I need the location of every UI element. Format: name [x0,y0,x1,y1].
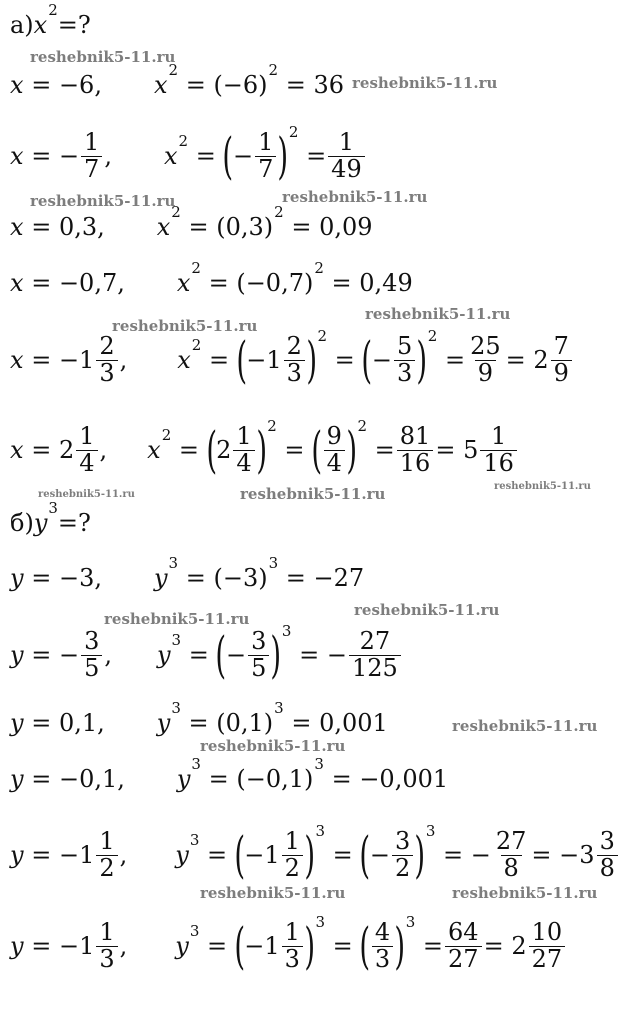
watermark: reshebnik5-11.ru [452,884,598,902]
equation-row: x = − $\frac{1}{7}$ , x 2 = ( − $\frac{1}{7}$ ) 2 = $\frac{1}{49}$ [10,126,367,186]
math-term: 2 [511,932,527,960]
math-term: − [232,142,254,170]
fraction-numerator: 25 [470,332,501,361]
fraction-denominator: 3 [284,360,305,386]
math-term: = [31,641,52,669]
fraction-denominator: 5 [248,655,269,681]
fraction [96,829,117,880]
fraction-denominator: 2 [392,855,413,881]
math-term: −0,1, [58,765,125,793]
math-term: = [31,932,52,960]
fraction-numerator: 1 [338,128,355,157]
math-term: = [422,932,444,960]
fraction-numerator: 9 [326,422,342,451]
variable: y [176,765,191,793]
fraction [394,334,415,385]
fraction-numerator: 5 [397,332,413,361]
fraction [397,424,434,475]
variable: x [10,346,24,374]
math-term: = [31,564,52,592]
parenthesis: ( [361,331,373,389]
variable: x [176,269,191,297]
variable: y [10,841,24,869]
math-term: −1 [244,932,280,960]
fraction [493,829,530,880]
exponent: 3 [425,822,436,840]
math-term: = [207,932,228,960]
equation-row: y = −1 $\frac{1}{2}$ , y 3 = ( −1 $\frac{1}{2}$ ) 3 = ( − $\frac{3}{2}$ ) 3 = − $\frac{27}{8}$ = −3 $\frac{3}{8}$ [10,825,620,885]
fraction [233,424,254,475]
math-term: = [334,346,355,374]
math-term: = [207,841,228,869]
math-term: = [444,346,466,374]
equation-row: y = − $\frac{3}{5}$ , y 3 = ( − $\frac{3}{5}$ ) 3 = − $\frac{27}{125}$ [10,625,403,685]
exponent: 3 [171,631,182,649]
variable: x [10,436,24,464]
math-term: = [188,641,209,669]
equation-row [10,253,413,313]
math-term: 0,001 [319,709,388,737]
math-term: = [208,346,230,374]
math-term: = [483,932,504,960]
exponent: 2 [314,259,324,277]
fraction [529,920,566,971]
equation-row: x = 2 $\frac{1}{4}$ , x 2 = ( 2 $\frac{1}{4}$ ) 2 = ( $\frac{9}{4}$ ) 2 = $\frac{81}{16}$ = 5 $\frac{1}{16}$ [10,420,519,480]
exponent: 3 [171,699,181,717]
fraction [551,334,572,385]
math-term: = [208,765,229,793]
math-term: −27 [313,564,365,592]
variable: y [10,564,24,592]
parenthesis: ) [256,421,267,479]
variable: y [153,564,168,592]
variable: y [10,709,24,737]
math-term: = [284,436,305,464]
math-term: = [331,269,352,297]
equation-row [10,548,364,608]
section-label: б) [10,509,34,537]
exponent: 3 [315,822,326,840]
fraction-numerator: 2 [286,332,302,361]
math-term: 5 [463,436,479,464]
watermark: reshebnik5-11.ru [282,188,428,206]
fraction-denominator: 5 [81,655,102,681]
math-term: = [31,346,52,374]
math-term: − [470,841,491,869]
math-term: = [185,71,206,99]
exponent: 2 [191,336,202,354]
fraction-numerator: 10 [531,918,563,947]
variable: x [147,436,161,464]
parenthesis: ) [304,826,316,884]
math-term: 2 [216,436,232,464]
math-term: = [285,564,306,592]
fraction-denominator: 4 [76,450,97,476]
parenthesis: ( [234,826,245,884]
math-term: 36 [313,71,345,99]
math-term: (−0,7) [236,269,314,297]
fraction-denominator: 16 [480,450,517,476]
math-term: = [31,841,52,869]
exponent: 2 [267,417,277,435]
exponent: 2 [317,327,327,345]
variable: y [175,932,189,960]
exponent: 3 [281,622,292,640]
fraction-denominator: 49 [328,156,365,182]
variable: y [10,765,24,793]
fraction-numerator: 64 [448,918,479,947]
exponent: 3 [268,554,279,572]
exponent: 2 [48,1,58,19]
fraction-numerator: 3 [251,627,267,656]
fraction-numerator: 1 [84,128,100,157]
math-term: −0,001 [359,765,449,793]
math-term: − [371,346,392,374]
math-term: (0,1) [216,709,274,737]
math-term: 0,3, [58,213,105,241]
exponent: 2 [274,203,284,221]
fraction-denominator: 2 [96,855,117,881]
exponent: 3 [189,922,200,940]
watermark: reshebnik5-11.ru [112,317,258,335]
math-term: = [31,436,52,464]
exponent: 2 [268,61,279,79]
math-term: (−3) [213,564,268,592]
fraction-numerator: 4 [374,918,391,947]
fraction [284,334,305,385]
parenthesis: ) [414,826,426,884]
parenthesis: ( [236,331,247,389]
math-term: = [306,142,327,170]
fraction-denominator: 3 [394,360,415,386]
math-term: = [31,269,52,297]
fraction-numerator: 27 [495,827,527,856]
math-term: = [285,71,306,99]
exponent: 3 [48,499,58,517]
watermark: reshebnik5-11.ru [452,717,598,735]
fraction-numerator: 2 [99,332,115,361]
parenthesis: ) [277,127,289,185]
math-term: = [505,346,526,374]
variable: x [153,71,168,99]
watermark: reshebnik5-11.ru [30,192,176,210]
fraction-numerator: 1 [490,422,507,451]
math-term: = [531,841,552,869]
fraction-denominator: 27 [445,946,482,972]
math-term: = [31,765,52,793]
exponent: 3 [405,913,416,931]
watermark: reshebnik5-11.ru [38,489,135,500]
math-term: = [31,709,52,737]
math-term: = [291,213,312,241]
parenthesis: ) [394,917,406,975]
math-term: −1 [58,346,95,374]
equation-row [10,749,448,809]
math-term: −3, [58,564,102,592]
exponent: 3 [189,831,200,849]
exponent: 3 [274,699,284,717]
math-term: = [332,841,353,869]
fraction-numerator: 1 [79,422,95,451]
math-term: = [31,71,52,99]
math-term: −1 [58,841,95,869]
math-term: −1 [244,841,280,869]
equation-row: x = −1 $\frac{2}{3}$ , x 2 = ( −1 $\frac{2}{3}$ ) 2 = ( − $\frac{5}{3}$ ) 2 = $\frac{25}{9}$ = 2 $\frac{7}{9}$ [10,330,574,390]
equation-row: y = −1 $\frac{1}{3}$ , y 3 = ( −1 $\frac{1}{3}$ ) 3 = ( $\frac{4}{3}$ ) 3 = $\frac{64}{27}$ = 2 $\frac{10}{27}$ [10,916,567,976]
exponent: 3 [315,913,326,931]
fraction-numerator: 1 [99,918,115,947]
fraction [81,130,102,181]
variable: x [10,71,24,99]
fraction [248,629,269,680]
parenthesis: ) [270,626,282,684]
math-term: = [443,841,464,869]
fraction-denominator: 4 [233,450,254,476]
math-term: = [31,142,52,170]
math-term: 0,1, [58,709,105,737]
math-term: = [299,641,320,669]
exponent: 3 [314,755,324,773]
fraction [467,334,504,385]
fraction-numerator: 1 [284,918,300,947]
fraction-denominator: 7 [255,156,276,182]
parenthesis: ( [234,917,245,975]
fraction [324,424,345,475]
watermark: reshebnik5-11.ru [30,48,176,66]
variable: y [10,932,24,960]
variable: y [33,509,48,537]
parenthesis: ) [346,421,358,479]
math-term: = [195,142,216,170]
fraction [480,424,517,475]
fraction [328,130,365,181]
exponent: 3 [168,554,179,572]
variable: y [175,841,189,869]
math-term: = [332,932,353,960]
exponent: 3 [191,755,201,773]
fraction-numerator: 1 [284,827,300,856]
math-term: −0,7, [58,269,125,297]
variable: x [156,213,171,241]
parenthesis: ( [206,421,217,479]
fraction-denominator: 2 [282,855,303,881]
variable: x [33,11,48,39]
fraction [282,829,303,880]
fraction-numerator: 7 [553,332,569,361]
exponent: 2 [161,426,172,444]
variable: x [163,142,178,170]
math-term: = [374,436,395,464]
fraction [392,829,413,880]
parenthesis: ) [416,331,428,389]
math-term: = [291,709,312,737]
math-term: (0,3) [216,213,274,241]
fraction-denominator: 7 [81,156,102,182]
math-term: = [188,709,209,737]
fraction-denominator: 3 [96,360,117,386]
fraction-numerator: 1 [258,128,274,157]
fraction [597,829,618,880]
watermark: reshebnik5-11.ru [354,601,500,619]
math-term: − [326,641,347,669]
fraction [445,920,482,971]
math-term: −1 [58,932,95,960]
fraction-denominator: 125 [349,655,401,681]
fraction-numerator: 81 [399,422,431,451]
fraction-denominator: 3 [282,946,303,972]
math-term: (−6) [213,71,268,99]
fraction [372,920,393,971]
math-term: = [188,213,209,241]
variable: x [177,346,191,374]
parenthesis: ) [304,917,316,975]
fraction-numerator: 27 [359,627,391,656]
fraction-denominator: 27 [529,946,566,972]
fraction-numerator: 1 [236,422,252,451]
variable: x [10,142,24,170]
variable: y [156,641,171,669]
variable: y [156,709,171,737]
math-term: =? [57,509,91,537]
math-term: − [226,641,247,669]
fraction [96,920,117,971]
math-term: − [369,841,391,869]
math-term: −3 [559,841,595,869]
parenthesis: ( [222,127,234,185]
parenthesis: ( [359,826,371,884]
math-term: = [185,564,206,592]
math-term: 2 [533,346,549,374]
exponent: 2 [288,123,299,141]
fraction-denominator: 3 [372,946,393,972]
watermark: reshebnik5-11.ru [104,610,250,628]
math-term: 2 [58,436,75,464]
watermark: reshebnik5-11.ru [240,485,386,503]
math-term: (−0,1) [236,765,314,793]
exponent: 2 [178,132,189,150]
math-term: − [58,641,80,669]
section-b-heading [10,493,91,553]
watermark: reshebnik5-11.ru [352,74,498,92]
fraction-denominator: 16 [397,450,434,476]
fraction-denominator: 3 [96,946,117,972]
watermark: reshebnik5-11.ru [365,305,511,323]
watermark: reshebnik5-11.ru [494,481,591,492]
watermark: reshebnik5-11.ru [200,884,346,902]
fraction-numerator: 3 [84,627,100,656]
math-term: = [31,213,52,241]
fraction-denominator: 9 [475,360,496,386]
math-term: = [178,436,199,464]
fraction-numerator: 3 [395,827,411,856]
parenthesis: ( [215,626,227,684]
fraction [282,920,303,971]
parenthesis: ( [311,421,323,479]
exponent: 2 [357,417,368,435]
math-term: 0,49 [359,269,413,297]
fraction [96,334,117,385]
fraction-denominator: 8 [501,855,522,881]
exponent: 2 [168,61,179,79]
math-term: −6, [58,71,102,99]
math-term: −1 [246,346,282,374]
section-label: а) [10,11,34,39]
section-a-heading [10,0,91,55]
variable: x [10,269,24,297]
math-term: = [331,765,352,793]
fraction-numerator: 3 [599,827,615,856]
fraction [255,130,276,181]
parenthesis: ( [359,917,371,975]
math-term: = [435,436,456,464]
exponent: 2 [427,327,438,345]
fraction-denominator: 9 [551,360,572,386]
math-term: =? [57,11,91,39]
variable: x [10,213,24,241]
math-term: − [58,142,80,170]
variable: y [10,641,24,669]
exponent: 2 [171,203,181,221]
exponent: 2 [191,259,201,277]
fraction-denominator: 4 [324,450,345,476]
math-term: 0,09 [319,213,373,241]
fraction-numerator: 1 [99,827,115,856]
parenthesis: ) [306,331,318,389]
fraction [76,424,97,475]
math-term: = [208,269,229,297]
fraction [349,629,401,680]
watermark: reshebnik5-11.ru [200,737,346,755]
fraction [81,629,102,680]
fraction-denominator: 8 [597,855,618,881]
